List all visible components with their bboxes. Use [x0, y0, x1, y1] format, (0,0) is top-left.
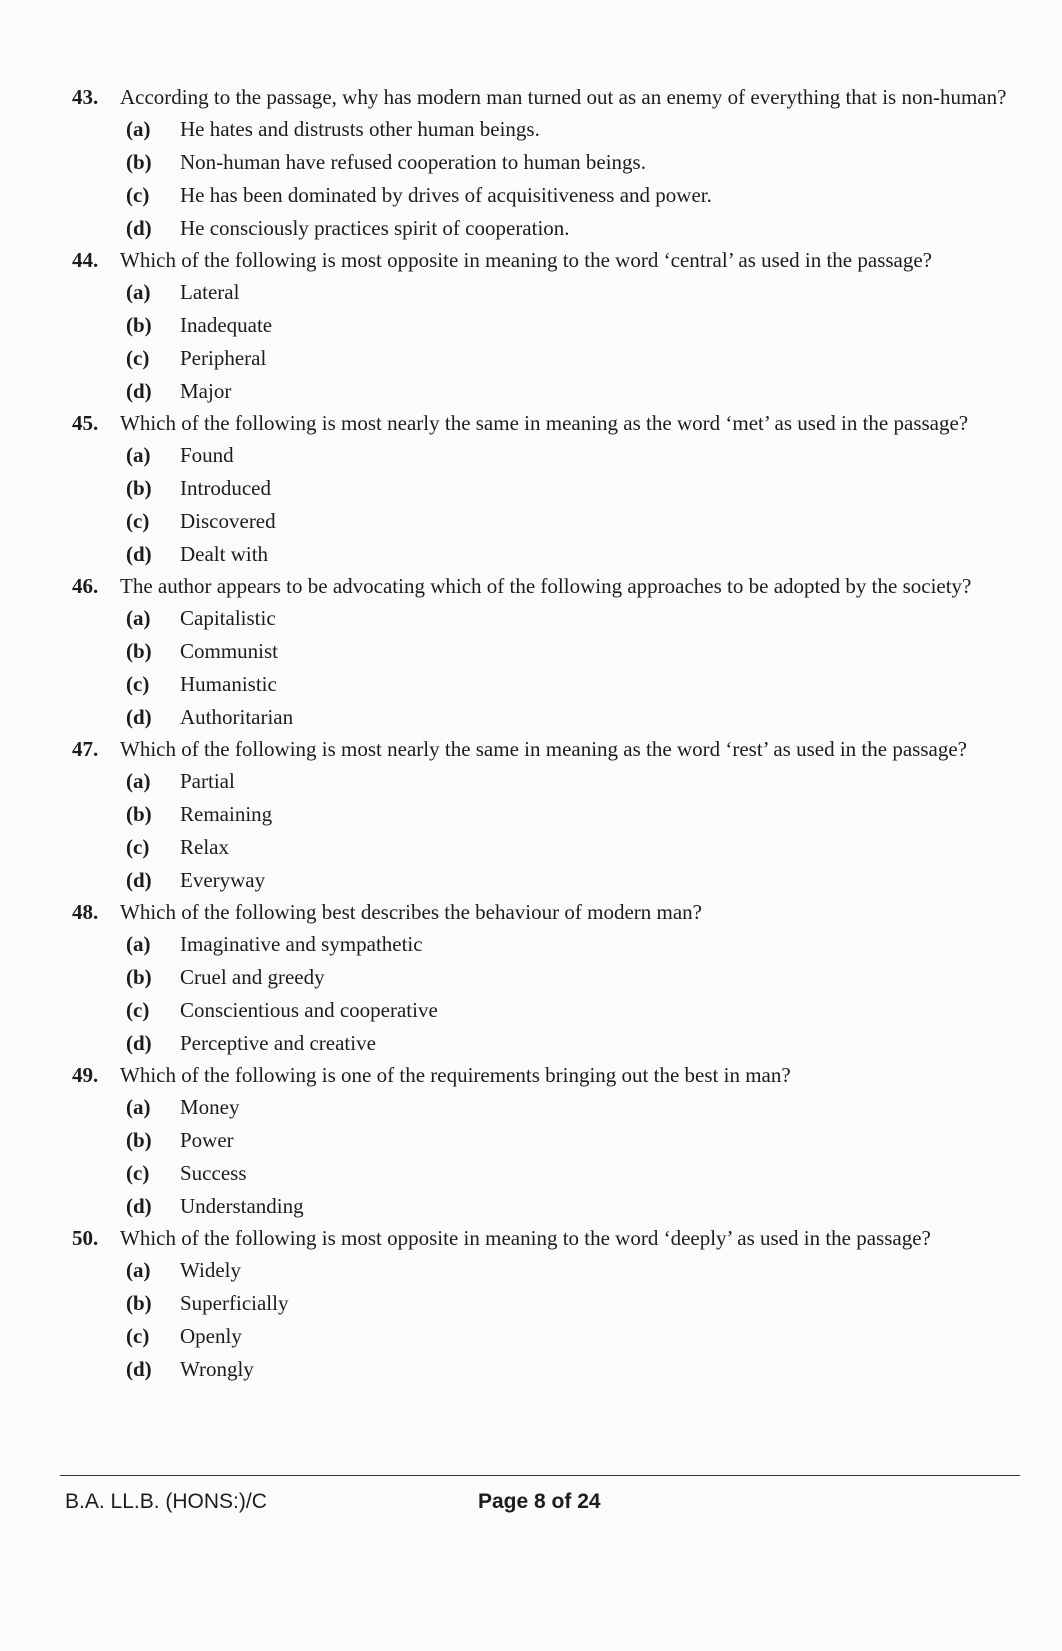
option-text: Lateral — [180, 280, 240, 304]
option-label: (d) — [126, 1194, 152, 1218]
option-list — [60, 928, 1010, 1060]
option-c — [126, 505, 1010, 538]
question-number: 45. — [72, 411, 99, 435]
option-b — [126, 635, 1010, 668]
question-48 — [60, 897, 1010, 1060]
option-text: Superficially — [180, 1291, 289, 1315]
option-c — [126, 342, 1010, 375]
option-a — [126, 765, 1010, 798]
option-label: (d) — [126, 216, 152, 240]
option-text: Found — [180, 443, 234, 467]
question-number: 43. — [72, 85, 99, 109]
course-code: B.A. LL.B. (HONS:)/C — [65, 1490, 267, 1513]
option-text: Major — [180, 379, 232, 403]
option-text: Cruel and greedy — [180, 965, 325, 989]
option-text: Partial — [180, 769, 235, 793]
option-b — [126, 309, 1010, 342]
option-text: He has been dominated by drives of acquisitiveness and power. — [180, 183, 712, 207]
option-label: (b) — [126, 150, 152, 174]
option-label: (b) — [126, 965, 152, 989]
option-list — [60, 765, 1010, 897]
option-label: (c) — [126, 1161, 150, 1185]
option-label: (c) — [126, 998, 150, 1022]
option-text: Discovered — [180, 509, 276, 533]
option-label: (a) — [126, 1258, 151, 1282]
option-label: (b) — [126, 1291, 152, 1315]
option-label: (d) — [126, 705, 152, 729]
question-text: Which of the following is most nearly the same in meaning as the word ‘met’ as used in the passage? — [120, 411, 969, 435]
option-label: (d) — [126, 379, 152, 403]
question-44 — [60, 245, 1010, 408]
option-a — [126, 439, 1010, 472]
option-a — [126, 1091, 1010, 1124]
option-text: Openly — [180, 1324, 242, 1348]
option-label: (a) — [126, 280, 151, 304]
option-text: Everyway — [180, 868, 266, 892]
option-text: Dealt with — [180, 542, 269, 566]
option-label: (c) — [126, 509, 150, 533]
option-b — [126, 1124, 1010, 1157]
option-text: Peripheral — [180, 346, 267, 370]
option-a — [126, 113, 1010, 146]
option-c — [126, 1320, 1010, 1353]
option-text: He consciously practices spirit of cooperation. — [180, 216, 570, 240]
option-label: (c) — [126, 672, 150, 696]
question-number: 50. — [72, 1226, 99, 1250]
question-number: 46. — [72, 574, 99, 598]
option-text: Imaginative and sympathetic — [180, 932, 423, 956]
question-43 — [60, 82, 1010, 245]
option-label: (a) — [126, 117, 151, 141]
question-number: 48. — [72, 900, 99, 924]
question-text: Which of the following is one of the requirements bringing out the best in man? — [120, 1063, 791, 1087]
option-list — [60, 1091, 1010, 1223]
option-label: (c) — [126, 183, 150, 207]
option-label: (b) — [126, 313, 152, 337]
option-text: He hates and distrusts other human beings. — [180, 117, 540, 141]
option-a — [126, 928, 1010, 961]
option-label: (a) — [126, 932, 151, 956]
question-text: According to the passage, why has modern man turned out as an enemy of everything that is non-human? — [120, 85, 1007, 109]
option-list — [60, 602, 1010, 734]
option-text: Conscientious and cooperative — [180, 998, 438, 1022]
option-label: (a) — [126, 443, 151, 467]
option-text: Capitalistic — [180, 606, 276, 630]
question-46 — [60, 571, 1010, 734]
question-number: 44. — [72, 248, 99, 272]
question-50 — [60, 1223, 1010, 1386]
option-d — [126, 701, 1010, 734]
option-label: (b) — [126, 802, 152, 826]
option-c — [126, 994, 1010, 1027]
option-c — [126, 1157, 1010, 1190]
option-b — [126, 961, 1010, 994]
option-b — [126, 472, 1010, 505]
option-d — [126, 1190, 1010, 1223]
option-label: (c) — [126, 346, 150, 370]
option-text: Remaining — [180, 802, 273, 826]
option-list — [60, 439, 1010, 571]
option-text: Authoritarian — [180, 705, 294, 729]
option-text: Wrongly — [180, 1357, 254, 1381]
option-text: Non-human have refused cooperation to human beings. — [180, 150, 646, 174]
question-number: 49. — [72, 1063, 99, 1087]
footer-divider — [60, 1475, 1020, 1476]
option-text: Widely — [180, 1258, 241, 1282]
option-label: (d) — [126, 542, 152, 566]
option-b — [126, 146, 1010, 179]
option-d — [126, 1353, 1010, 1386]
option-text: Power — [180, 1128, 234, 1152]
option-text: Introduced — [180, 476, 271, 500]
option-c — [126, 831, 1010, 864]
question-47 — [60, 734, 1010, 897]
question-number: 47. — [72, 737, 99, 761]
option-a — [126, 1254, 1010, 1287]
option-list — [60, 1254, 1010, 1386]
option-d — [126, 212, 1010, 245]
question-text: The author appears to be advocating which of the following approaches to be adopted by the society? — [120, 574, 972, 598]
option-b — [126, 798, 1010, 831]
option-label: (a) — [126, 606, 151, 630]
option-d — [126, 864, 1010, 897]
option-a — [126, 602, 1010, 635]
option-text: Relax — [180, 835, 229, 859]
question-text: Which of the following is most opposite in meaning to the word ‘deeply’ as used in the passage? — [120, 1226, 931, 1250]
option-label: (a) — [126, 769, 151, 793]
question-45 — [60, 408, 1010, 571]
question-49 — [60, 1060, 1010, 1223]
option-label: (c) — [126, 835, 150, 859]
option-d — [126, 375, 1010, 408]
option-d — [126, 538, 1010, 571]
option-text: Communist — [180, 639, 279, 663]
option-label: (b) — [126, 639, 152, 663]
option-text: Success — [180, 1161, 247, 1185]
option-label: (b) — [126, 1128, 152, 1152]
option-label: (a) — [126, 1095, 151, 1119]
option-text: Perceptive and creative — [180, 1031, 376, 1055]
question-text: Which of the following best describes the behaviour of modern man? — [120, 900, 702, 924]
option-label: (d) — [126, 868, 152, 892]
option-label: (c) — [126, 1324, 150, 1348]
option-text: Inadequate — [180, 313, 273, 337]
question-text: Which of the following is most nearly the same in meaning as the word ‘rest’ as used in the passage? — [120, 737, 967, 761]
option-text: Understanding — [180, 1194, 304, 1218]
option-d — [126, 1027, 1010, 1060]
option-label: (d) — [126, 1031, 152, 1055]
option-label: (b) — [126, 476, 152, 500]
option-text: Money — [180, 1095, 240, 1119]
option-a — [126, 276, 1010, 309]
option-text: Humanistic — [180, 672, 277, 696]
option-c — [126, 668, 1010, 701]
option-label: (d) — [126, 1357, 152, 1381]
question-text: Which of the following is most opposite in meaning to the word ‘central’ as used in the passage? — [120, 248, 932, 272]
option-list — [60, 113, 1010, 245]
option-b — [126, 1287, 1010, 1320]
option-c — [126, 179, 1010, 212]
question-list — [60, 82, 1010, 1386]
option-list — [60, 276, 1010, 408]
page-number: Page 8 of 24 — [478, 1490, 601, 1513]
